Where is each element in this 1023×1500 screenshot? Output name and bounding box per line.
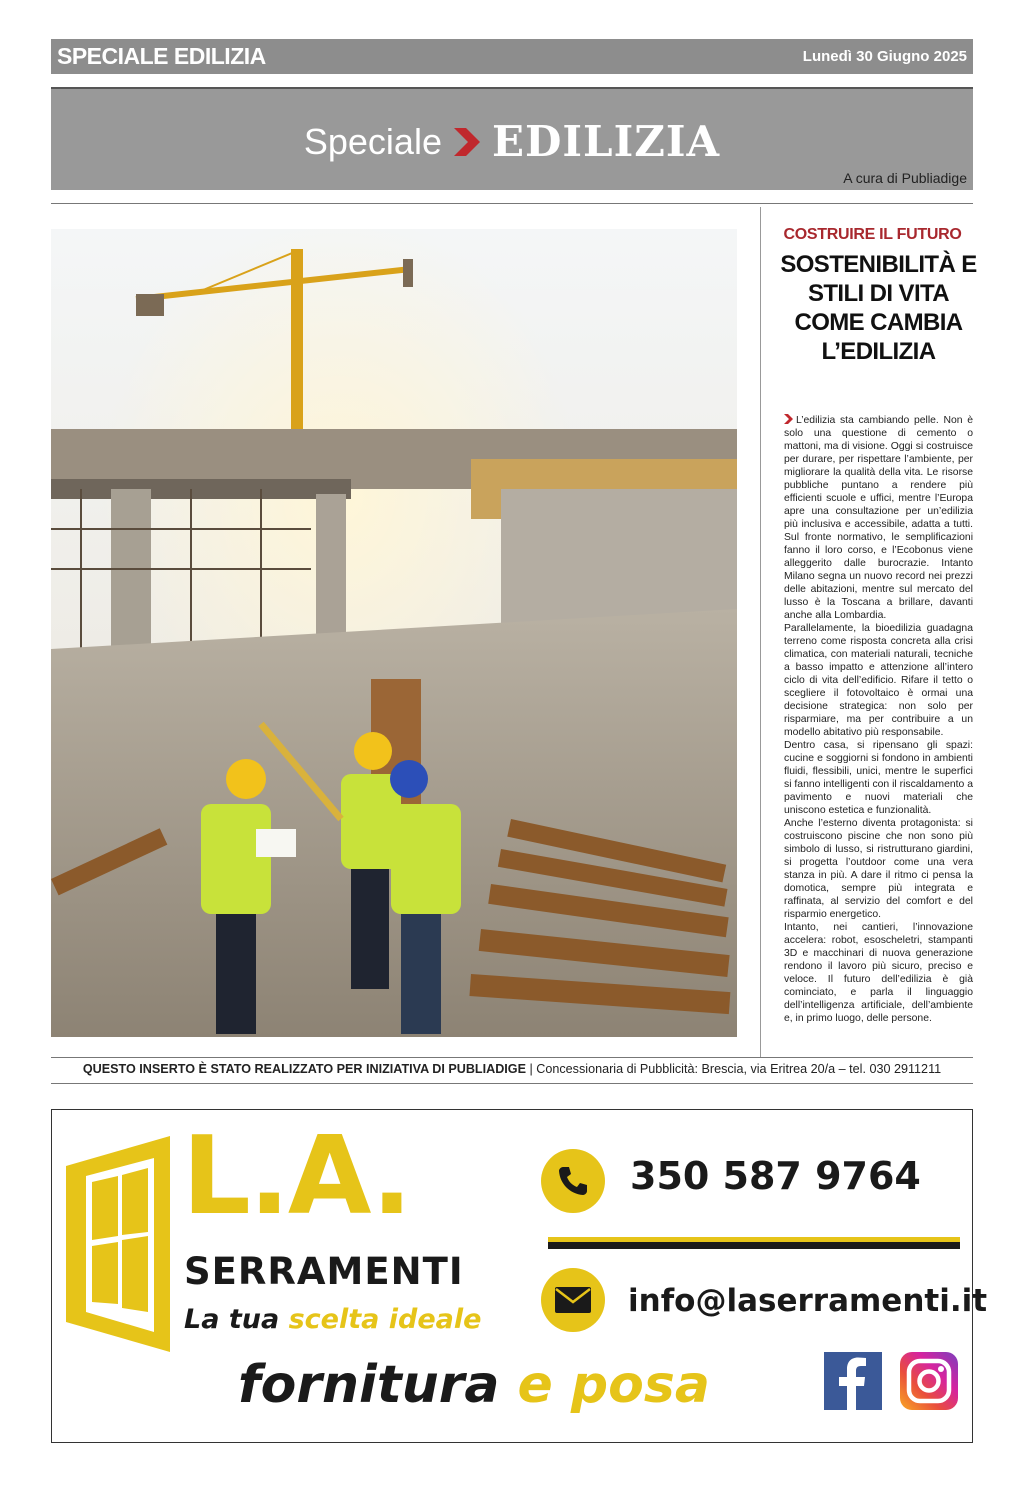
masthead-title: [51, 117, 973, 166]
article-paragraph: Intanto, nei cantieri, l’innovazione accelera: robot, esoscheletri, stampanti 3D e macchinari di nuova generazione rendono il lavoro più sicuro, preciso e veloce. Il futuro dell’edilizia è già cominciato, e parla il linguaggio dell’intelligenza artificiale, dell’ambiente e, in primo luogo, delle persone.: [784, 922, 973, 1024]
ad-brand-sub: SERRAMENTI: [184, 1250, 464, 1293]
advertisement-la-serramenti[interactable]: [51, 1109, 988, 1443]
insert-credit-line: [51, 1062, 973, 1076]
article-paragraph: Dentro casa, si ripensano gli spazi: cucine e soggiorni si fondono in ambienti fluidi, flessibili, unici, mentre le superfici si fanno intelligenti con il riscaldamento a pavimento e nuovi materiali che uniscono estetica e funzionalità.: [784, 740, 973, 816]
ad-slogan-a: fornitura: [238, 1355, 500, 1415]
masthead-speciale: Speciale: [303, 120, 442, 162]
ad-tagline: [184, 1304, 481, 1335]
instagram-icon[interactable]: [900, 1352, 958, 1410]
column-divider: [760, 207, 761, 1057]
article-headline: SOSTENIBILITÀ E STILI DI VITA COME CAMBIA L’EDILIZIA: [780, 251, 977, 365]
ad-tagline-a: La tua: [184, 1304, 289, 1335]
divider: [51, 1057, 973, 1058]
section-header-bar: [51, 39, 973, 74]
window-icon: [66, 1136, 170, 1352]
instagram-glyph: [900, 1352, 958, 1410]
chevron-icon: [784, 414, 794, 424]
ad-tagline-b: scelta ideale: [288, 1304, 482, 1335]
phone-glyph: [556, 1164, 590, 1198]
phone-icon: [541, 1149, 605, 1213]
article-paragraph: Anche l’esterno diventa protagonista: si costruiscono piscine che non sono più simbolo di lusso, si ristrutturano giardini, si progetta l’outdoor come una vera stanza in più. A dare il ritmo ci pensa la domotica, sempre più integrata e raffinata, al servizio del comfort e del risparmio energetico.: [784, 818, 973, 920]
ad-phone-number[interactable]: 350 587 9764: [630, 1154, 921, 1198]
article-paragraph: [784, 414, 973, 622]
facebook-icon[interactable]: [824, 1352, 882, 1410]
masthead-credit: A cura di Publiadige: [843, 170, 967, 186]
divider: [51, 1083, 973, 1084]
article-paragraph: Parallelamente, la bioedilizia guadagna terreno come risposta concreta alla crisi climatica, con materiali naturali, tecniche a basso impatto e attenzione all’intero ciclo di vita dell’edificio. Rifare il tetto o scegliere il fotovoltaico è ormai una decisione strategica: non solo per risparmiare, ma per contribuire a un modello abitativo più responsabile.: [784, 623, 973, 738]
insert-credit-bold: QUESTO INSERTO È STATO REALIZZATO PER INIZIATIVA DI PUBLIADIGE: [82, 1062, 526, 1076]
ad-email[interactable]: info@laserramenti.it: [628, 1283, 988, 1319]
ad-slogan-b: e posa: [499, 1355, 710, 1415]
masthead: [51, 87, 973, 190]
article-kicker: COSTRUIRE IL FUTURO: [783, 226, 962, 243]
issue-date: Lunedì 30 Giugno 2025: [802, 48, 967, 65]
ad-brand: L.A.: [182, 1114, 411, 1239]
insert-credit-rest: | Concessionaria di Pubblicità: Brescia, via Eritrea 20/a – tel. 030 2911211: [526, 1062, 942, 1076]
section-name: SPECIALE EDILIZIA: [57, 43, 266, 69]
ad-slogan: [238, 1355, 710, 1415]
article-paragraph-text: L’edilizia sta cambiando pelle. Non è solo una questione di cemento o mattoni, ma di visione. Oggi si costruisce per durare, per rispettare l’ambiente, per migliorare la qualità della vita. Le risorse pubbliche puntano a rendere più efficienti scuole e uffici, mentre l’Europa apre una consultazione per un’edilizia più inclusiva e accessibile, adatta a tutti. Sul fronte normativo, le semplificazioni fanno il loro corso, e l’Ecobonus viene alleggerito dalle burocrazie. Intanto Milano segna un nuovo record nei prezzi delle abitazioni, mentre sul mercato del lusso è la Toscana a brillare, davanti anche alla Lombardia.: [784, 415, 973, 621]
ad-divider-bar: [548, 1237, 960, 1249]
divider: [51, 203, 973, 204]
construction-site-photo: [51, 229, 737, 1037]
masthead-edilizia: EDILIZIA: [491, 117, 721, 166]
photo-illustration: [51, 229, 737, 1037]
chevron-icon: [452, 126, 482, 158]
mail-glyph: [554, 1286, 592, 1314]
mail-icon: [541, 1268, 605, 1332]
facebook-glyph: [824, 1352, 882, 1410]
article-body: [784, 414, 973, 1025]
